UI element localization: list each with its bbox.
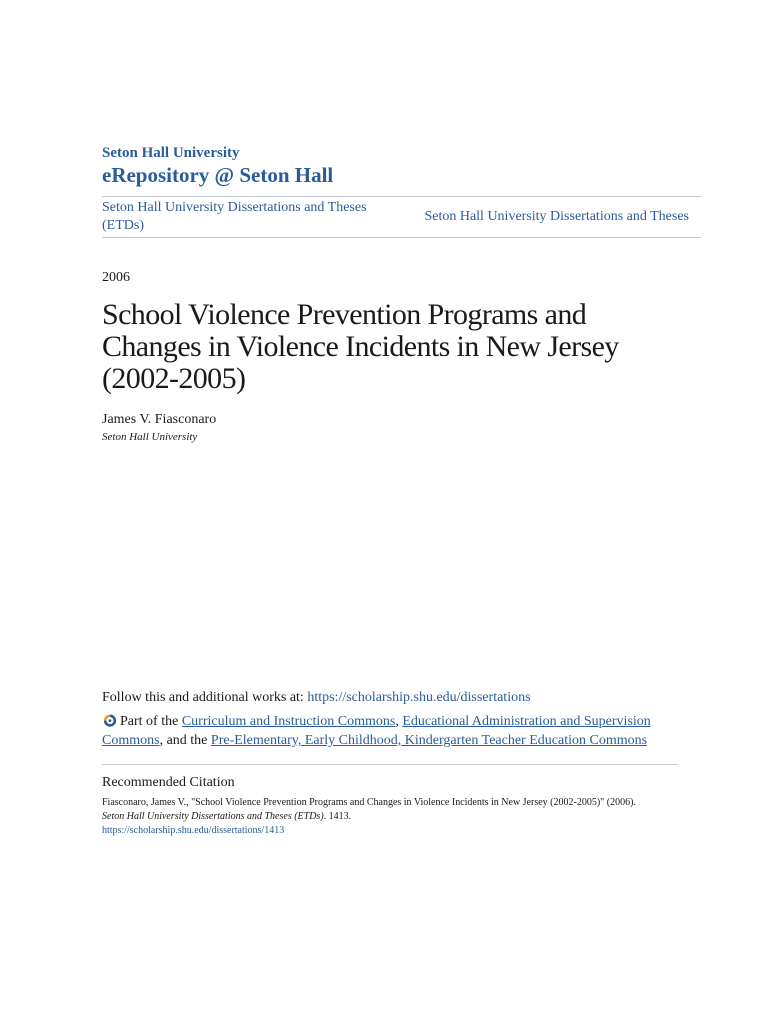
repository-link[interactable]: eRepository @ Seton Hall <box>102 163 334 187</box>
document-title: School Violence Prevention Programs and Changes in Violence Incidents in New Jersey (2002-2005) <box>102 298 619 395</box>
follow-url-link[interactable]: https://scholarship.shu.edu/dissertations <box>307 690 531 705</box>
collection-bar <box>102 196 701 238</box>
citation-divider <box>102 764 678 765</box>
citation-series: Seton Hall University Dissertations and Theses (ETDs) <box>102 811 324 822</box>
publication-year: 2006 <box>102 270 130 285</box>
commons-link-curriculum[interactable]: Curriculum and Instruction Commons <box>181 714 396 729</box>
citation-number: . 1413. <box>323 811 352 822</box>
citation-body <box>102 796 672 838</box>
citation-heading: Recommended Citation <box>102 775 235 790</box>
commons-link-educational-administration[interactable]: Educational Administration and Supervision Commons <box>102 714 651 748</box>
follow-text: Follow this and additional works at: <box>102 690 308 705</box>
collection-link-etds[interactable]: Seton Hall University Dissertations and Theses (ETDs) <box>102 200 367 233</box>
author-name: James V. Fiasconaro <box>102 412 217 427</box>
part-of-sep2: , and the <box>159 733 211 748</box>
author-affiliation: Seton Hall University <box>102 431 198 443</box>
university-link[interactable]: Seton Hall University <box>102 145 240 161</box>
commons-link-early-childhood[interactable]: Pre-Elementary, Early Childhood, Kindergarten Teacher Education Commons <box>210 733 648 748</box>
part-of-line <box>102 712 672 750</box>
collection-link-dissertations[interactable]: Seton Hall University Dissertations and Theses <box>424 209 689 224</box>
institution-header <box>102 145 702 188</box>
citation-url-link[interactable]: https://scholarship.shu.edu/dissertations/1413 <box>102 825 285 836</box>
part-of-prefix: Part of the <box>120 714 182 729</box>
part-of-sep1: , <box>395 714 403 729</box>
citation-text: Fiasconaro, James V., "School Violence Prevention Programs and Changes in Violence Incidents in New Jersey (2002-2005)" (2006). <box>102 797 636 808</box>
follow-line <box>102 690 531 706</box>
open-access-icon <box>102 712 118 728</box>
